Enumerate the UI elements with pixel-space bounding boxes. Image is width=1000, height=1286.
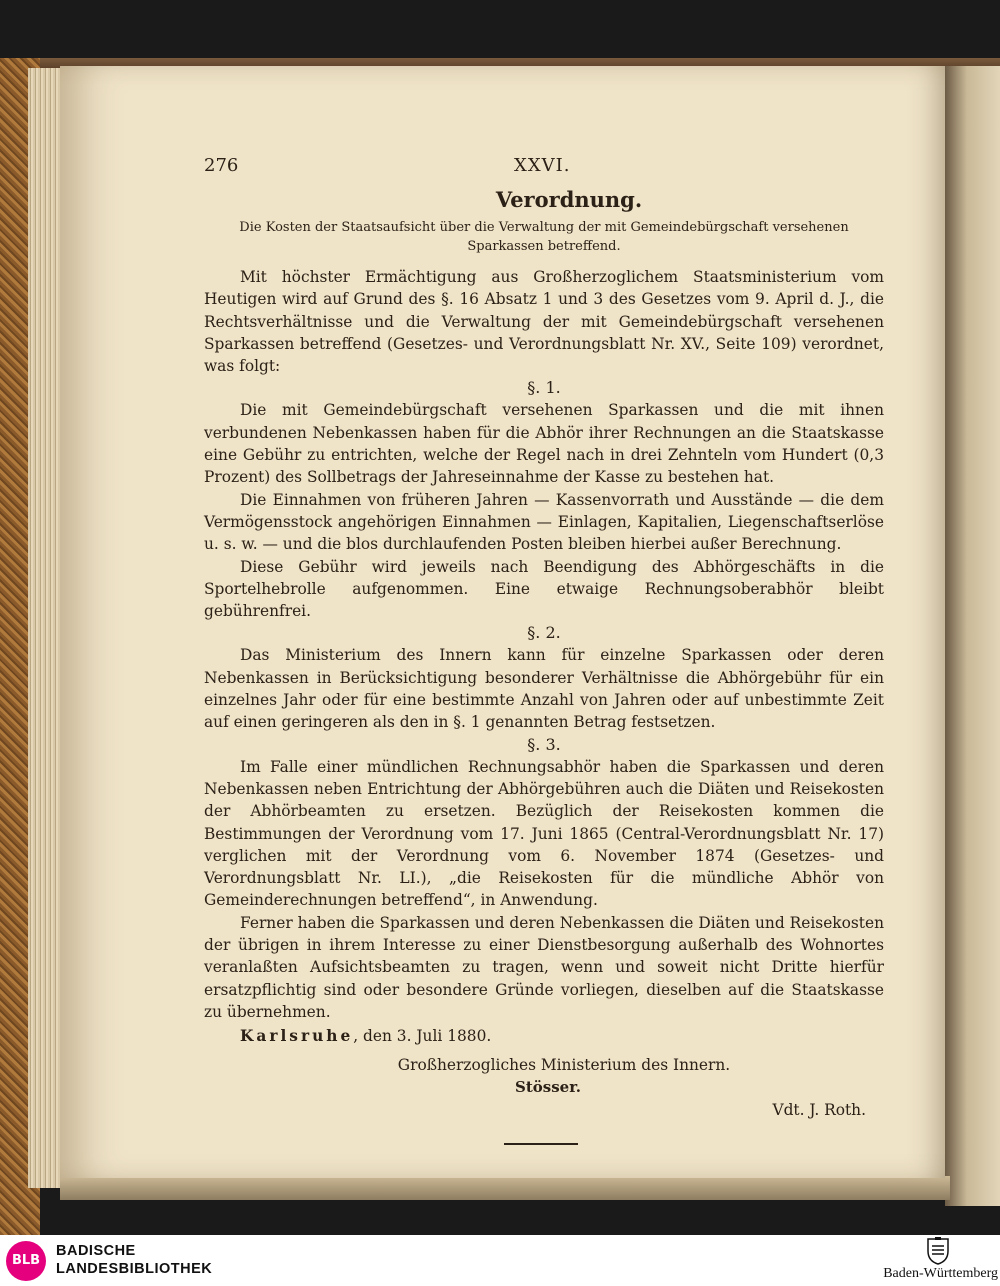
section-1-paragraph-1: Die mit Gemeindebürgschaft versehenen Sparkassen und die mit ihnen verbundenen Nebenkassen haben für die Abhör ihrer Rechnungen an die Staatskasse eine Gebühr zu entrichten, welche der Regel nach in drei Zehnteln vom Hundert (0,3 Prozent) des Sollbetrags der Jahreseinnahme der Kasse zu bestehen hat. — [204, 401, 884, 487]
section-3-heading: §. 3. — [527, 734, 561, 754]
library-name[interactable] — [56, 1242, 212, 1278]
blb-logo-icon[interactable]: BLB — [6, 1241, 46, 1281]
section-3-paragraph-2: Ferner haben die Sparkassen und deren Nebenkassen die Diäten und Reisekosten der übrigen in ihrem Interesse zu einer Dienstbesorgung außerhalb des Wohnortes veranlaßten Aufsichtsbeamten zu tragen, wenn und soweit nicht Dritte hierfür ersatzpflichtig sind oder besondere Gründe vorliegen, dieselben auf die Staatskasse zu übernehmen. — [204, 913, 884, 1021]
section-1-paragraph-3: Diese Gebühr wird jeweils nach Beendigung des Abhörgeschäfts in die Sportelhebrolle aufgenommen. Eine etwaige Rechnungsoberabhör bleibt gebührenfrei. — [204, 557, 884, 621]
section-3-paragraph-1: Im Falle einer mündlichen Rechnungsabhör haben die Sparkassen und deren Nebenkassen neben Entrichtung der Abhörgebühren auch die Diäten und Reisekosten der Abhörbeamten zu ersetzen. Bezüglich der Reisekosten kommen die Bestimmungen der Verordnung vom 17. Juni 1865 (Central-Verordnungsblatt Nr. 17) verglichen mit der Verordnung vom 6. November 1874 (Gesetzes- und Verordnungsblatt Nr. LI.), „die Reisekosten für die mündliche Abhör von Gemeinderechnungen betreffend“, in Anwendung. — [204, 757, 884, 910]
library-name-line-2: LANDESBIBLIOTHEK — [56, 1261, 213, 1277]
page-bottom-edge — [60, 1176, 950, 1200]
chapter-number: XXVI. — [514, 155, 571, 176]
section-2-paragraph-1: Das Ministerium des Innern kann für einzelne Sparkassen oder deren Nebenkassen in Berücksichtigung besonderer Verhältnisse die Abhörgebühr für ein einzelnes Jahr oder für eine bestimmte Anzahl von Jahren oder auf unbestimmte Zeit auf einen geringeren als den in §. 1 genannten Betrag festsetzen. — [204, 646, 884, 732]
date-city: Karlsruhe — [240, 1027, 354, 1046]
page-header — [204, 155, 884, 183]
section-2-heading: §. 2. — [527, 623, 561, 643]
section-1-heading: §. 1. — [527, 378, 561, 398]
page-text — [204, 155, 884, 1145]
state-name: Baden-Württemberg — [883, 1266, 998, 1281]
page-number: 276 — [204, 155, 239, 176]
page-title: Verordnung. — [495, 187, 643, 212]
countersignature: Vdt. J. Roth. — [772, 1101, 866, 1120]
end-rule — [504, 1143, 578, 1145]
date-line — [204, 1025, 884, 1047]
section-1-paragraph-2: Die Einnahmen von früheren Jahren — Kassenvorrath und Ausstände — die dem Vermögensstock angehörigen Einnahmen — Einlagen, Kapitalien, Liegenschaftserlöse u. s. w. — und die blos durchlaufenden Posten bleiben hierbei außer Berechnung. — [204, 490, 884, 554]
preamble-paragraph: Mit höchster Ermächtigung aus Großherzoglichem Staatsministerium vom Heutigen wird auf Grund des §. 16 Absatz 1 und 3 des Gesetzes vom 9. April d. J., die Rechtsverhältnisse und die Verwaltung der mit Gemeindebürgschaft versehenen Sparkassen betreffend (Gesetzes- und Verordnungsblatt Nr. XV., Seite 109) verordnet, was folgt: — [204, 268, 884, 376]
date-text: , den 3. Juli 1880. — [353, 1027, 492, 1046]
footer-bar — [0, 1235, 1000, 1286]
ministry-name: Großherzogliches Ministerium des Innern. — [397, 1056, 731, 1075]
coat-of-arms-icon — [926, 1237, 950, 1265]
facing-page-edge — [945, 66, 1000, 1206]
library-name-line-1: BADISCHE — [56, 1243, 136, 1259]
signer-name: Stösser. — [515, 1078, 581, 1097]
page-subtitle: Die Kosten der Staatsaufsicht über die Verwaltung der mit Gemeindebürgschaft versehenen Sparkassen betreffend. — [239, 220, 849, 254]
